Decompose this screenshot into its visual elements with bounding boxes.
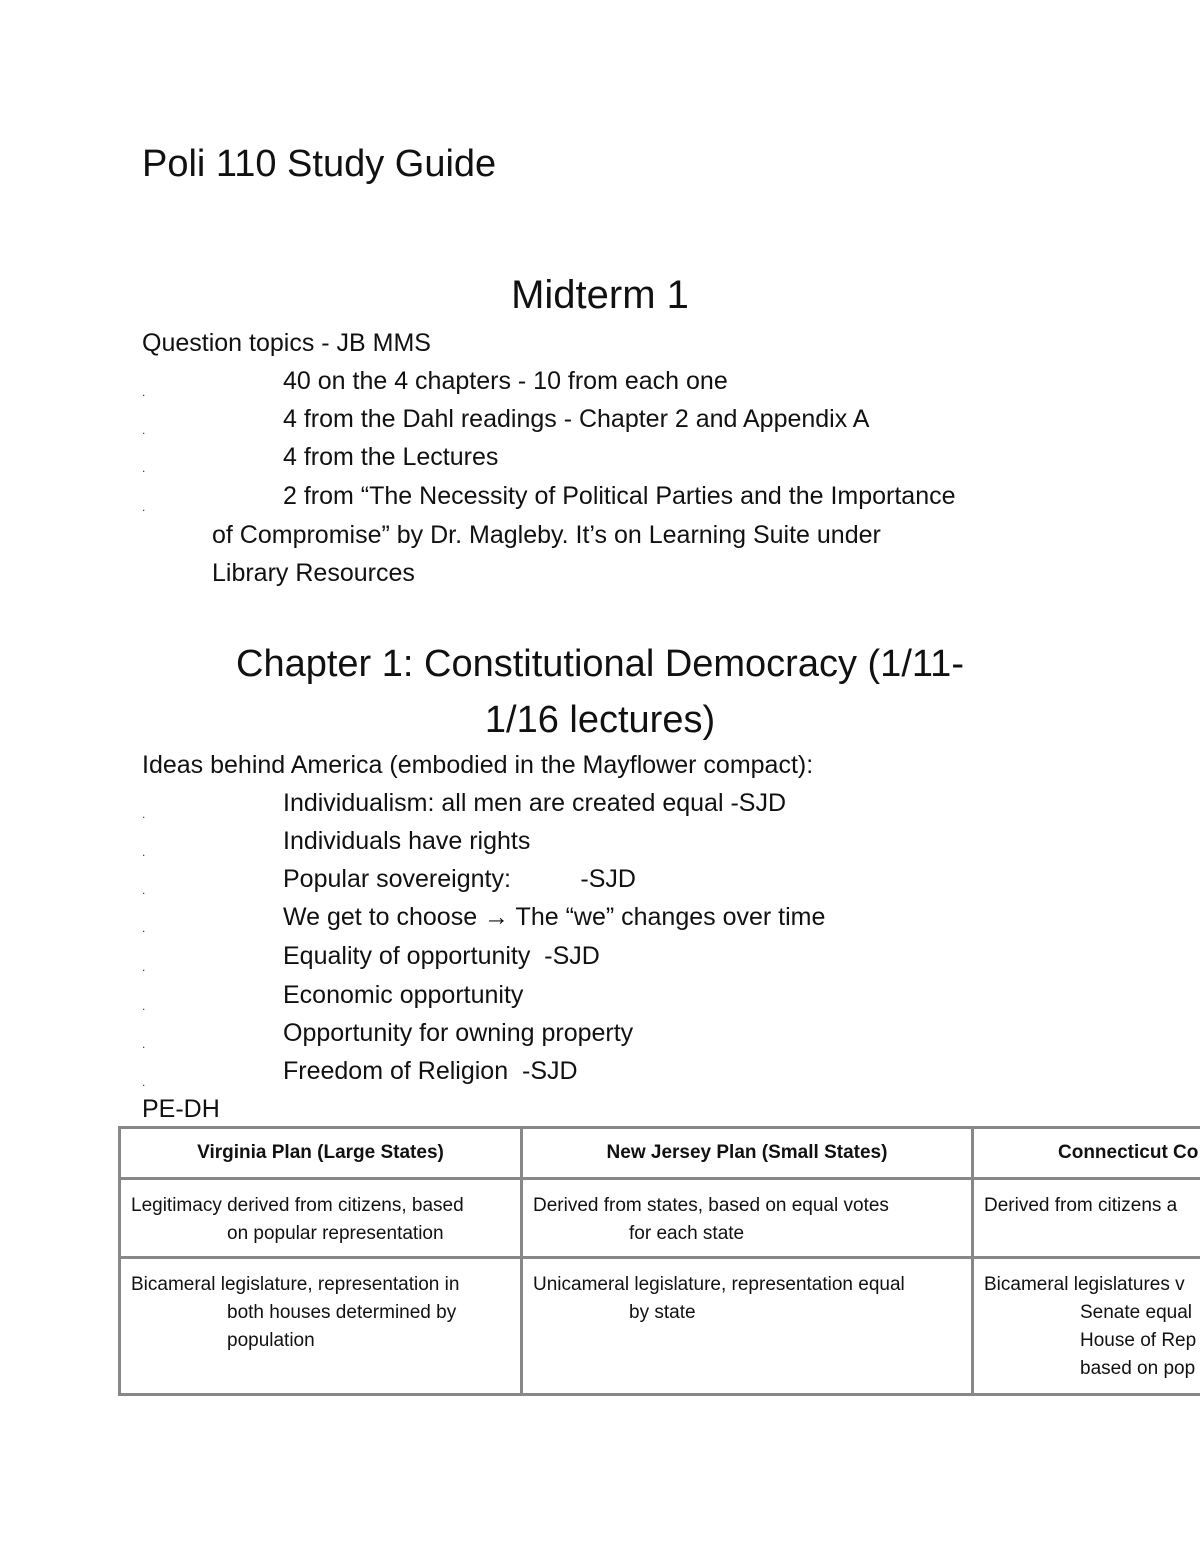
table-cell	[120, 1179, 522, 1258]
list-bullet: .	[142, 385, 146, 399]
document-title: Poli 110 Study Guide	[142, 143, 497, 185]
idea-item: Individualism: all men are created equal -SJD	[283, 789, 787, 817]
table-row	[120, 1179, 1200, 1258]
list-bullet: .	[142, 423, 146, 437]
chapter-heading	[0, 636, 1200, 748]
cell-text: Senate equal	[1080, 1302, 1192, 1323]
question-topic-item: 40 on the 4 chapters - 10 from each one	[283, 367, 728, 395]
cell-text: Bicameral legislature, representation in	[131, 1274, 460, 1295]
cell-text: Derived from states, based on equal votes	[533, 1195, 889, 1216]
list-bullet: .	[142, 461, 146, 475]
table-cell	[522, 1258, 973, 1395]
list-bullet: .	[142, 845, 146, 859]
question-topic-item: 4 from the Lectures	[283, 443, 499, 471]
cell-text: Bicameral legislatures v	[984, 1274, 1185, 1295]
idea-item: Popular sovereignty: -SJD	[283, 865, 636, 893]
chapter-heading-line: 1/16 lectures)	[484, 699, 716, 741]
list-bullet: .	[142, 807, 146, 821]
table-cell	[120, 1258, 522, 1395]
question-topics-label: Question topics - JB MMS	[142, 329, 431, 357]
connecticut-compromise-header: Connecticut Co	[973, 1128, 1200, 1179]
idea-item: Equality of opportunity -SJD	[283, 942, 600, 970]
cell-text: Legitimacy derived from citizens, based	[131, 1195, 464, 1216]
cell-text: based on pop	[1080, 1358, 1196, 1379]
list-bullet: .	[142, 921, 146, 935]
table-header-row	[120, 1128, 1200, 1179]
idea-item: Freedom of Religion -SJD	[283, 1057, 578, 1085]
cell-text: by state	[629, 1302, 696, 1323]
idea-item: Individuals have rights	[283, 827, 531, 855]
table-cell	[522, 1179, 973, 1258]
new-jersey-plan-header: New Jersey Plan (Small States)	[522, 1128, 973, 1179]
constitutional-plans-table	[118, 1126, 1200, 1396]
list-bullet: .	[142, 999, 146, 1013]
question-topic-item: 2 from “The Necessity of Political Parties and the Importance	[283, 482, 956, 510]
virginia-plan-header: Virginia Plan (Large States)	[120, 1128, 522, 1179]
cell-text: House of Rep	[1080, 1330, 1197, 1351]
table-cell	[973, 1179, 1200, 1258]
idea-item: Economic opportunity	[283, 981, 524, 1009]
cell-text: population	[227, 1330, 315, 1351]
table-cell	[973, 1258, 1200, 1395]
cell-text: Derived from citizens a	[984, 1195, 1178, 1216]
idea-item: We get to choose → The “we” changes over time	[283, 903, 826, 931]
chapter-intro: Ideas behind America (embodied in the Mayflower compact):	[142, 751, 814, 779]
cell-text: Unicameral legislature, representation equal	[533, 1274, 905, 1295]
cell-text: on popular representation	[227, 1223, 444, 1244]
question-topic-continuation: Library Resources	[212, 559, 415, 587]
table-row	[120, 1258, 1200, 1395]
list-bullet: .	[142, 883, 146, 897]
chapter-heading-line: Chapter 1: Constitutional Democracy (1/11-	[236, 643, 964, 685]
list-bullet: .	[142, 1075, 146, 1089]
question-topic-item: 4 from the Dahl readings - Chapter 2 and Appendix A	[283, 405, 870, 433]
list-bullet: .	[142, 1037, 146, 1051]
list-bullet: .	[142, 500, 146, 514]
question-topic-continuation: of Compromise” by Dr. Magleby. It’s on Learning Suite under	[212, 521, 881, 549]
list-bullet: .	[142, 960, 146, 974]
midterm-heading: Midterm 1	[511, 273, 689, 317]
cell-text: for each state	[629, 1223, 745, 1244]
idea-item: Opportunity for owning property	[283, 1019, 634, 1047]
cell-text: both houses determined by	[227, 1302, 457, 1323]
chapter-signoff: PE-DH	[142, 1095, 220, 1123]
